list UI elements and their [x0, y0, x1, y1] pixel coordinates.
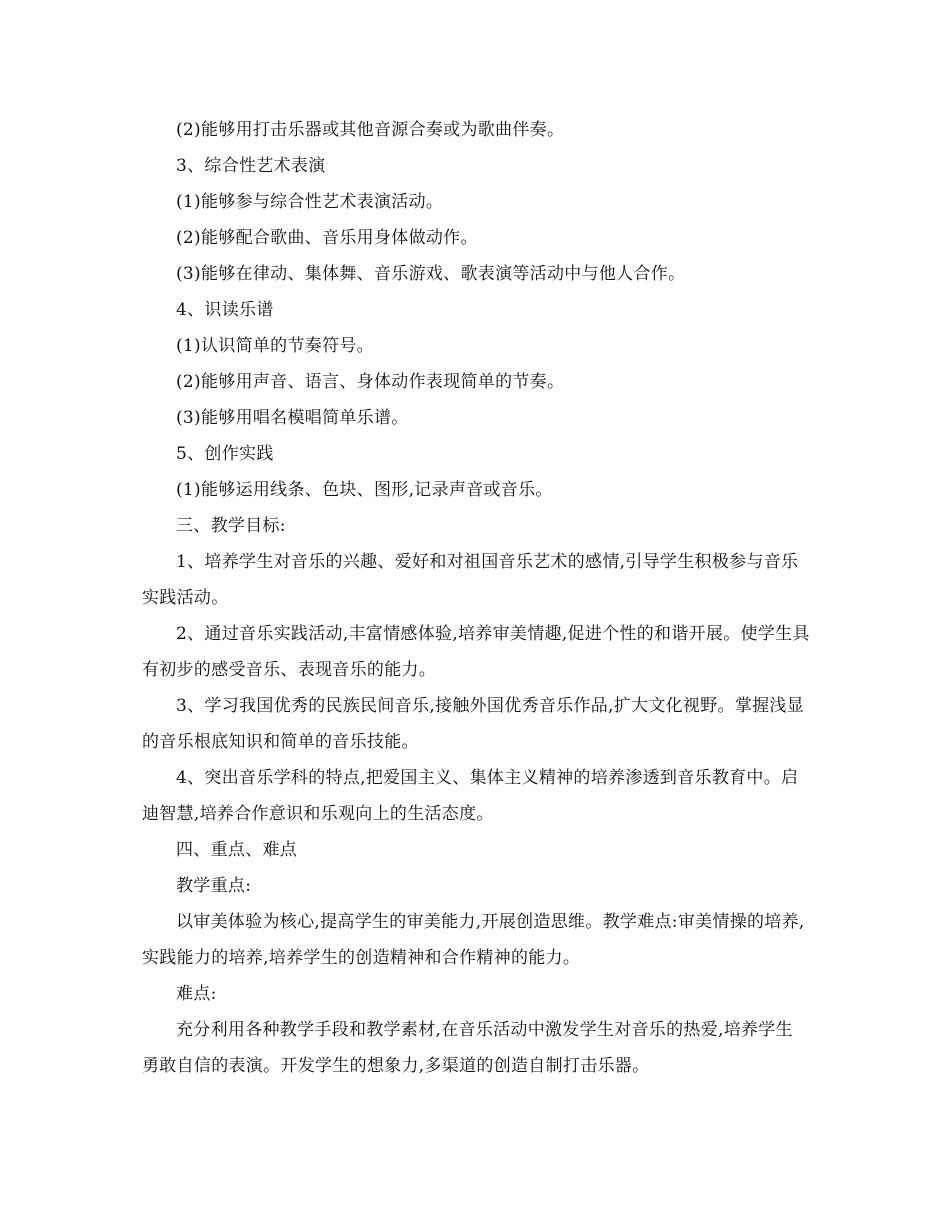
paragraph-7: (1)认识简单的节奏符号。 [176, 336, 374, 356]
subheading-teaching-focus: 教学重点: [176, 876, 252, 896]
goal-paragraph-1: 1、培养学生对音乐的兴趣、爱好和对祖国音乐艺术的感情,引导学生积极参与音乐实践活动。 [142, 552, 799, 608]
difficulty-paragraph: 充分利用各种教学手段和教学素材,在音乐活动中激发学生对音乐的热爱,培养学生勇敢自信的表演。开发学生的想象力,多渠道的创造自制打击乐器。 [142, 1020, 793, 1076]
goal-paragraph-3: 3、学习我国优秀的民族民间音乐,接触外国优秀音乐作品,扩大文化视野。掌握浅显的音乐根底知识和简单的音乐技能。 [142, 696, 805, 752]
paragraph-1: (2)能够用打击乐器或其他音源合奏或为歌曲伴奏。 [176, 120, 565, 140]
goal-paragraph-2: 2、通过音乐实践活动,丰富情感体验,培养审美情趣,促进个性的和谐开展。使学生具有初步的感受音乐、表现音乐的能力。 [142, 624, 810, 680]
goal-paragraph-4: 4、突出音乐学科的特点,把爱国主义、集体主义精神的培养渗透到音乐教育中。启迪智慧,培养合作意识和乐观向上的生活态度。 [142, 768, 799, 824]
paragraph-11: (1)能够运用线条、色块、图形,记录声音或音乐。 [176, 480, 553, 500]
paragraph-9: (3)能够用唱名模唱简单乐谱。 [176, 408, 409, 428]
paragraph-8: (2)能够用声音、语言、身体动作表现简单的节奏。 [176, 372, 565, 392]
focus-paragraph: 以审美体验为核心,提高学生的审美能力,开展创造思维。教学难点:审美情操的培养,实践能力的培养,培养学生的创造精神和合作精神的能力。 [142, 912, 805, 968]
paragraph-4: (2)能够配合歌曲、音乐用身体做动作。 [176, 228, 478, 248]
section-heading-creation: 5、创作实践 [176, 444, 274, 464]
document-body [142, 112, 810, 1084]
section-heading-score-reading: 4、识读乐谱 [176, 300, 274, 320]
section-heading-teaching-goals: 三、教学目标: [176, 516, 286, 536]
section-heading-performance: 3、综合性艺术表演 [176, 156, 326, 176]
subheading-difficulty: 难点: [176, 984, 217, 1004]
paragraph-5: (3)能够在律动、集体舞、音乐游戏、歌表演等活动中与他人合作。 [176, 264, 686, 284]
section-heading-key-points: 四、重点、难点 [176, 840, 298, 860]
paragraph-3: (1)能够参与综合性艺术表演活动。 [176, 192, 444, 212]
